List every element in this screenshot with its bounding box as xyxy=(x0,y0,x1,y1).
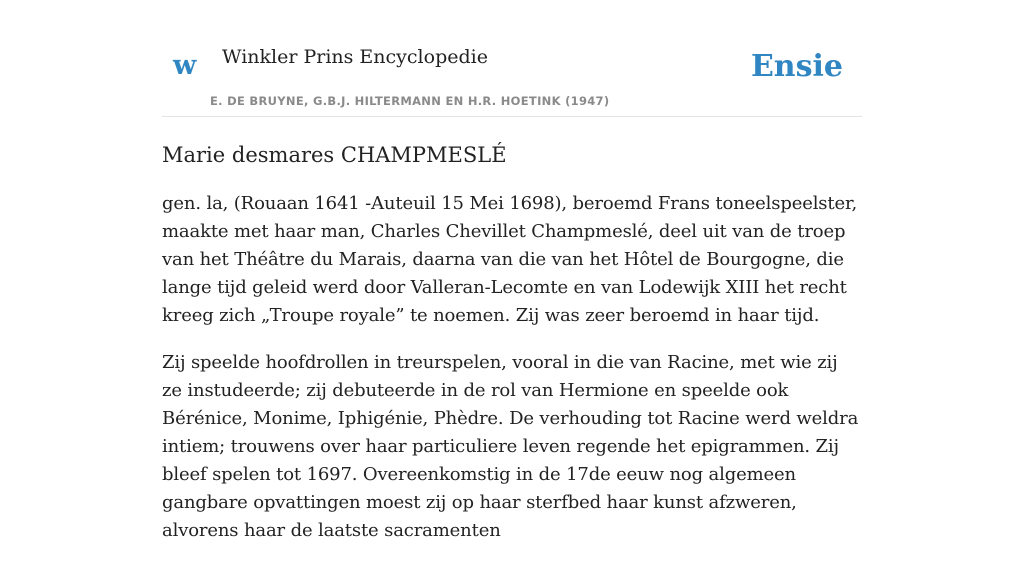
article-paragraph: Zij speelde hoofdrollen in treurspelen, vooral in die van Racine, met wie zij ze instudeerde; zij debuteerde in de rol van Hermione en speelde ook Bérénice, Monime, Iphigénie, Phèdre. De verhouding tot Racine werd weldra intiem; trouwens over haar particuliere leven regende het epigrammen. Zij bleef spelen tot 1697. Overeenkomstig in de 17de eeuw nog algemeen gangbare opvattingen moest zij op haar sterfbed haar kunst afzweren, alvorens haar de laatste sacramenten xyxy=(162,352,859,541)
authors-byline: E. DE BRUYNE, G.B.J. HILTERMANN EN H.R. HOETINK (1947) xyxy=(210,94,610,108)
wp-logo-icon[interactable]: w xyxy=(173,50,197,81)
article xyxy=(162,138,862,564)
site-header xyxy=(162,0,862,117)
site-title-link[interactable]: Winkler Prins Encyclopedie xyxy=(222,46,488,68)
article-paragraph: gen. la, (Rouaan 1641 -Auteuil 15 Mei 1698), beroemd Frans toneelspeelster, maakte met haar man, Charles Chevillet Champmeslé, deel uit van de troep van het Théâtre du Marais, daarna van die van het Hôtel de Bourgogne, die lange tijd geleid werd door Valleran-Lecomte en van Lodewijk XIII het recht kreeg zich „Troupe royale” te noemen. Zij was zeer beroemd in haar tijd. xyxy=(162,193,858,326)
ensie-logo-link[interactable]: Ensie xyxy=(750,49,843,84)
article-title: Marie desmares CHAMPMESLÉ xyxy=(162,143,507,167)
